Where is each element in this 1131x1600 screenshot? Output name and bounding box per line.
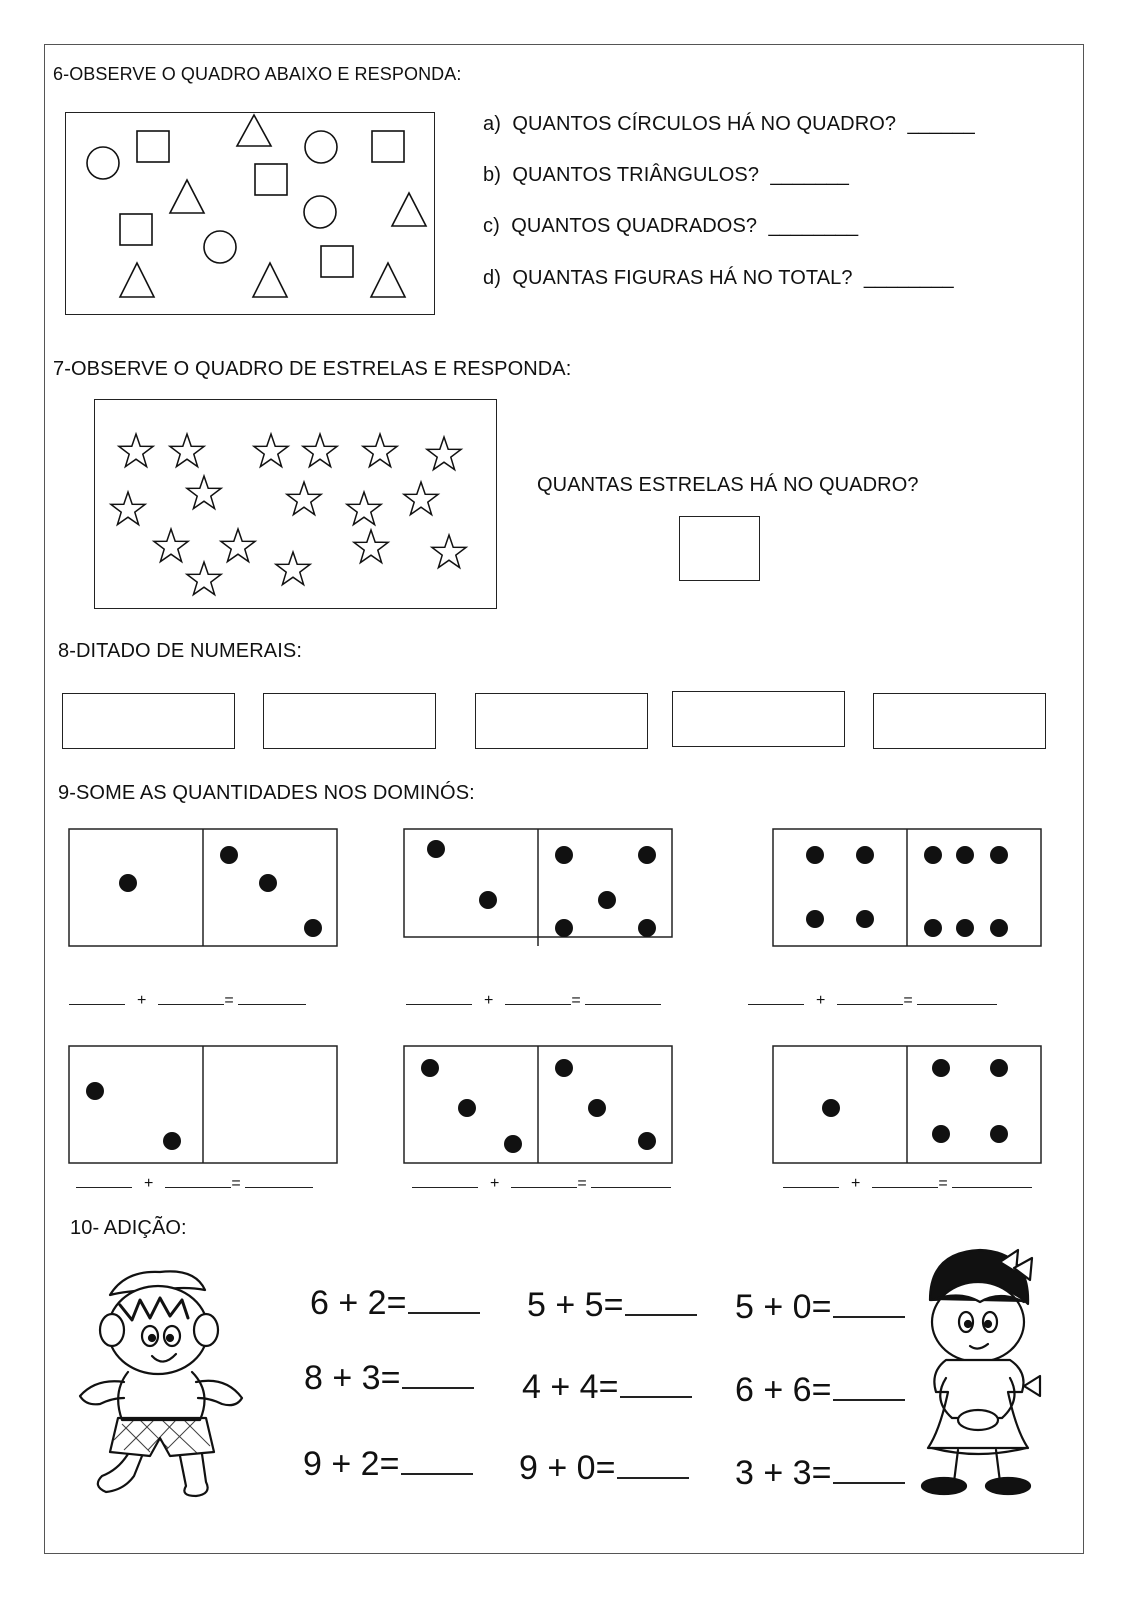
answer-line[interactable] <box>833 1369 905 1401</box>
equation-7 <box>303 1443 473 1484</box>
q6d-text: QUANTAS FIGURAS HÁ NO TOTAL? <box>512 267 853 289</box>
q7-question: QUANTAS ESTRELAS HÁ NO QUADRO? <box>537 474 919 496</box>
equals-sign: = <box>577 1175 587 1192</box>
answer-line[interactable] <box>408 1282 480 1314</box>
equation-text: 9 + 0= <box>519 1449 616 1487</box>
plus-sign: + <box>137 992 147 1009</box>
q6d-blank[interactable]: ________ <box>863 267 954 289</box>
equals-sign: = <box>938 1175 948 1192</box>
answer-line[interactable] <box>617 1447 689 1479</box>
equation-4 <box>304 1357 474 1398</box>
equation-9 <box>735 1452 905 1493</box>
answer-line[interactable] <box>401 1443 473 1475</box>
equation-text: 4 + 4= <box>522 1368 619 1406</box>
answer-line[interactable] <box>402 1357 474 1389</box>
q6c-text: QUANTOS QUADRADOS? <box>511 215 758 237</box>
equation-6 <box>735 1369 905 1410</box>
equation-text: 5 + 0= <box>735 1288 832 1326</box>
q7-title: 7-OBSERVE O QUADRO DE ESTRELAS E RESPONDA: <box>53 358 572 380</box>
equation-text: 9 + 2= <box>303 1445 400 1483</box>
q6b-text: QUANTOS TRIÂNGULOS? <box>512 164 760 186</box>
equals-sign: = <box>571 992 581 1009</box>
equation-8 <box>519 1447 689 1488</box>
plus-sign: + <box>484 992 494 1009</box>
equals-sign: = <box>231 1175 241 1192</box>
answer-line[interactable] <box>833 1452 905 1484</box>
q6c-blank[interactable]: ________ <box>768 215 859 237</box>
answer-line[interactable] <box>625 1284 697 1316</box>
plus-sign: + <box>144 1175 154 1192</box>
q8-title: 8-DITADO DE NUMERAIS: <box>58 640 302 662</box>
equation-1 <box>310 1282 480 1323</box>
equation-text: 5 + 5= <box>527 1286 624 1324</box>
equation-5 <box>522 1366 692 1407</box>
plus-sign: + <box>490 1175 500 1192</box>
equation-3 <box>735 1286 905 1327</box>
equation-text: 6 + 2= <box>310 1284 407 1322</box>
equation-2 <box>527 1284 697 1325</box>
equation-text: 8 + 3= <box>304 1359 401 1397</box>
equation-text: 3 + 3= <box>735 1454 832 1492</box>
q6b-blank[interactable]: _______ <box>770 164 849 186</box>
answer-line[interactable] <box>833 1286 905 1318</box>
q6d-label: d) <box>483 267 501 289</box>
q6a-label: a) <box>483 113 501 135</box>
q6c-label: c) <box>483 215 500 237</box>
q6a-blank[interactable]: ______ <box>907 113 975 135</box>
q9-title: 9-SOME AS QUANTIDADES NOS DOMINÓS: <box>58 782 475 804</box>
equals-sign: = <box>224 992 234 1009</box>
plus-sign: + <box>816 992 826 1009</box>
equation-text: 6 + 6= <box>735 1371 832 1409</box>
plus-sign: + <box>851 1175 861 1192</box>
equals-sign: = <box>903 992 913 1009</box>
q10-title: 10- ADIÇÃO: <box>70 1217 187 1239</box>
q6b-label: b) <box>483 164 501 186</box>
q6-title: 6-OBSERVE O QUADRO ABAIXO E RESPONDA: <box>53 64 462 84</box>
q6a-text: QUANTOS CÍRCULOS HÁ NO QUADRO? <box>512 113 897 135</box>
answer-line[interactable] <box>620 1366 692 1398</box>
